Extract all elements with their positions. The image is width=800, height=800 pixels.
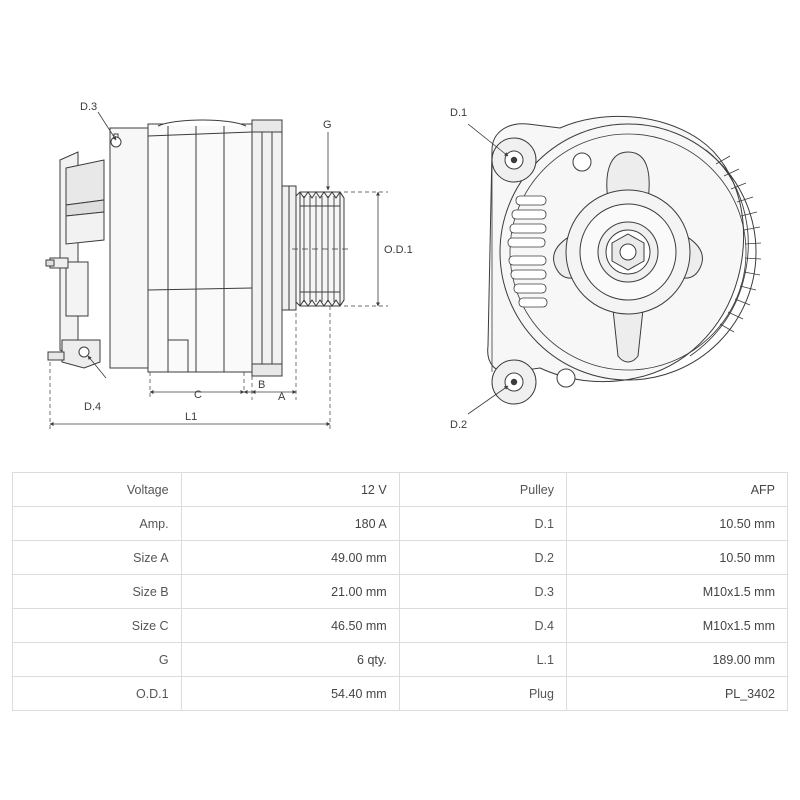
spec-value: M10x1.5 mm — [566, 609, 787, 643]
spec-label: Plug — [399, 677, 566, 711]
spec-value: 189.00 mm — [566, 643, 787, 677]
alternator-side-view — [46, 112, 388, 430]
spec-value: 46.50 mm — [181, 609, 399, 643]
spec-label: Size B — [13, 575, 182, 609]
specification-table — [12, 472, 788, 711]
callout-d1: D.1 — [450, 107, 468, 119]
spec-label: D.3 — [399, 575, 566, 609]
spec-value: 12 V — [181, 473, 399, 507]
spec-label: O.D.1 — [13, 677, 182, 711]
table-row — [13, 473, 788, 507]
spec-value: 6 qty. — [181, 643, 399, 677]
spec-label: L.1 — [399, 643, 566, 677]
spec-value: AFP — [566, 473, 787, 507]
callout-d3: D.3 — [80, 101, 98, 113]
spec-value: 10.50 mm — [566, 541, 787, 575]
spec-value: 49.00 mm — [181, 541, 399, 575]
spec-label: D.2 — [399, 541, 566, 575]
table-row — [13, 541, 788, 575]
spec-label: Pulley — [399, 473, 566, 507]
spec-value: 10.50 mm — [566, 507, 787, 541]
table-row — [13, 609, 788, 643]
callout-b: B — [258, 379, 266, 391]
table-row — [13, 575, 788, 609]
callout-d4: D.4 — [84, 401, 102, 413]
spec-label: D.1 — [399, 507, 566, 541]
callout-c: C — [194, 389, 202, 401]
spec-label: Voltage — [13, 473, 182, 507]
spec-label: Amp. — [13, 507, 182, 541]
specification-table-body — [13, 473, 788, 711]
callout-g: G — [323, 119, 332, 131]
spec-label: Size A — [13, 541, 182, 575]
callout-d2: D.2 — [450, 419, 468, 431]
spec-label: Size C — [13, 609, 182, 643]
spec-value: 21.00 mm — [181, 575, 399, 609]
alternator-front-view — [468, 116, 761, 414]
table-row — [13, 643, 788, 677]
spec-value: M10x1.5 mm — [566, 575, 787, 609]
table-row — [13, 507, 788, 541]
spec-label: D.4 — [399, 609, 566, 643]
spec-value: 54.40 mm — [181, 677, 399, 711]
spec-value: 180 A — [181, 507, 399, 541]
callout-od1: O.D.1 — [384, 244, 413, 256]
spec-value: PL_3402 — [566, 677, 787, 711]
table-row — [13, 677, 788, 711]
callout-a: A — [278, 391, 286, 403]
callout-l1: L1 — [185, 411, 198, 423]
spec-label: G — [13, 643, 182, 677]
